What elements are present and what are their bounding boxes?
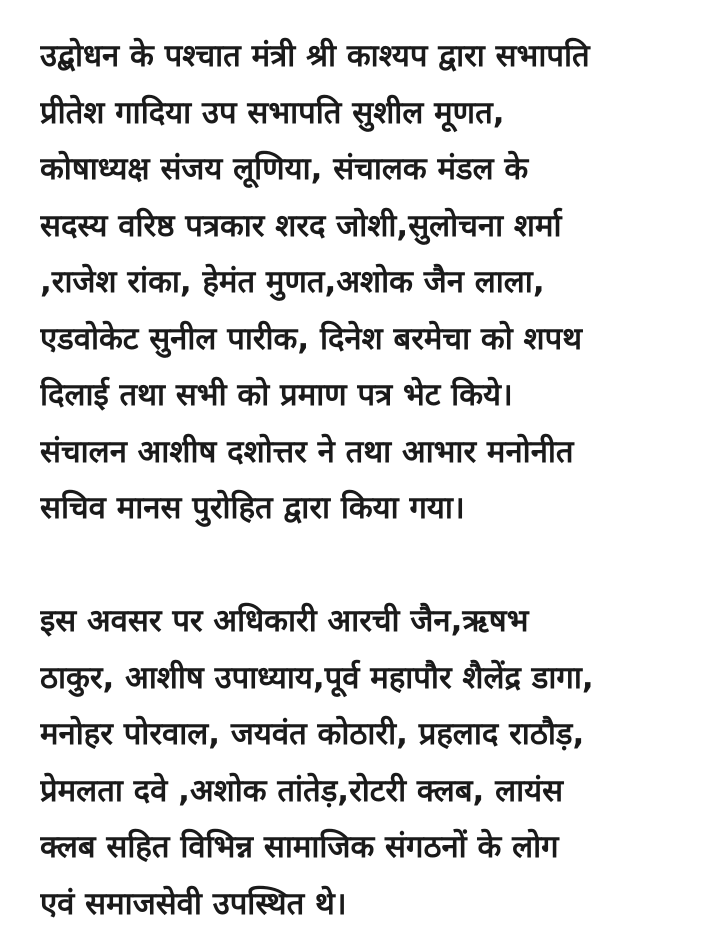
paragraph-attendees — [40, 593, 700, 932]
text-line: मनोहर पोरवाल, जयवंत कोठारी, प्रहलाद राठौड़, — [40, 716, 585, 752]
text-line: क्लब सहित विभिन्न सामाजिक संगठनों के लोग — [40, 829, 559, 865]
text-line: सचिव मानस पुरोहित द्वारा किया गया। — [40, 490, 465, 526]
text-line: ,राजेश रांका, हेमंत मुणत,अशोक जैन लाला, — [40, 264, 545, 300]
paragraph-spacer — [40, 537, 700, 594]
text-line: सदस्य वरिष्ठ पत्रकार शरद जोशी,सुलोचना शर्मा — [40, 207, 562, 244]
text-line: इस अवसर पर अधिकारी आरची जैन,ऋषभ — [40, 603, 529, 639]
text-line: दिलाई तथा सभी को प्रमाण पत्र भेट किये। — [40, 377, 513, 413]
text-line: प्रेमलता दवे ,अशोक तांतेड़,रोटरी क्लब, लायंस — [40, 772, 564, 809]
article-body — [40, 28, 700, 932]
text-line: एवं समाजसेवी उपस्थित थे। — [40, 885, 347, 922]
text-line: एडवोकेट सुनील पारीक, दिनेश बरमेचा को शपथ — [40, 320, 583, 357]
text-line: प्रीतेश गादिया उप सभापति सुशील मूणत, — [40, 94, 505, 131]
text-line: कोषाध्यक्ष संजय लूणिया, संचालक मंडल के — [40, 151, 529, 187]
paragraph-oath-ceremony — [40, 28, 700, 537]
text-line: उद्बोधन के पश्चात मंत्री श्री काश्यप द्वारा सभापति — [40, 38, 590, 74]
text-line: संचालन आशीष दशोत्तर ने तथा आभार मनोनीत — [40, 433, 574, 470]
text-line: ठाकुर, आशीष उपाध्याय,पूर्व महापौर शैलेंद्र डागा, — [40, 659, 594, 696]
